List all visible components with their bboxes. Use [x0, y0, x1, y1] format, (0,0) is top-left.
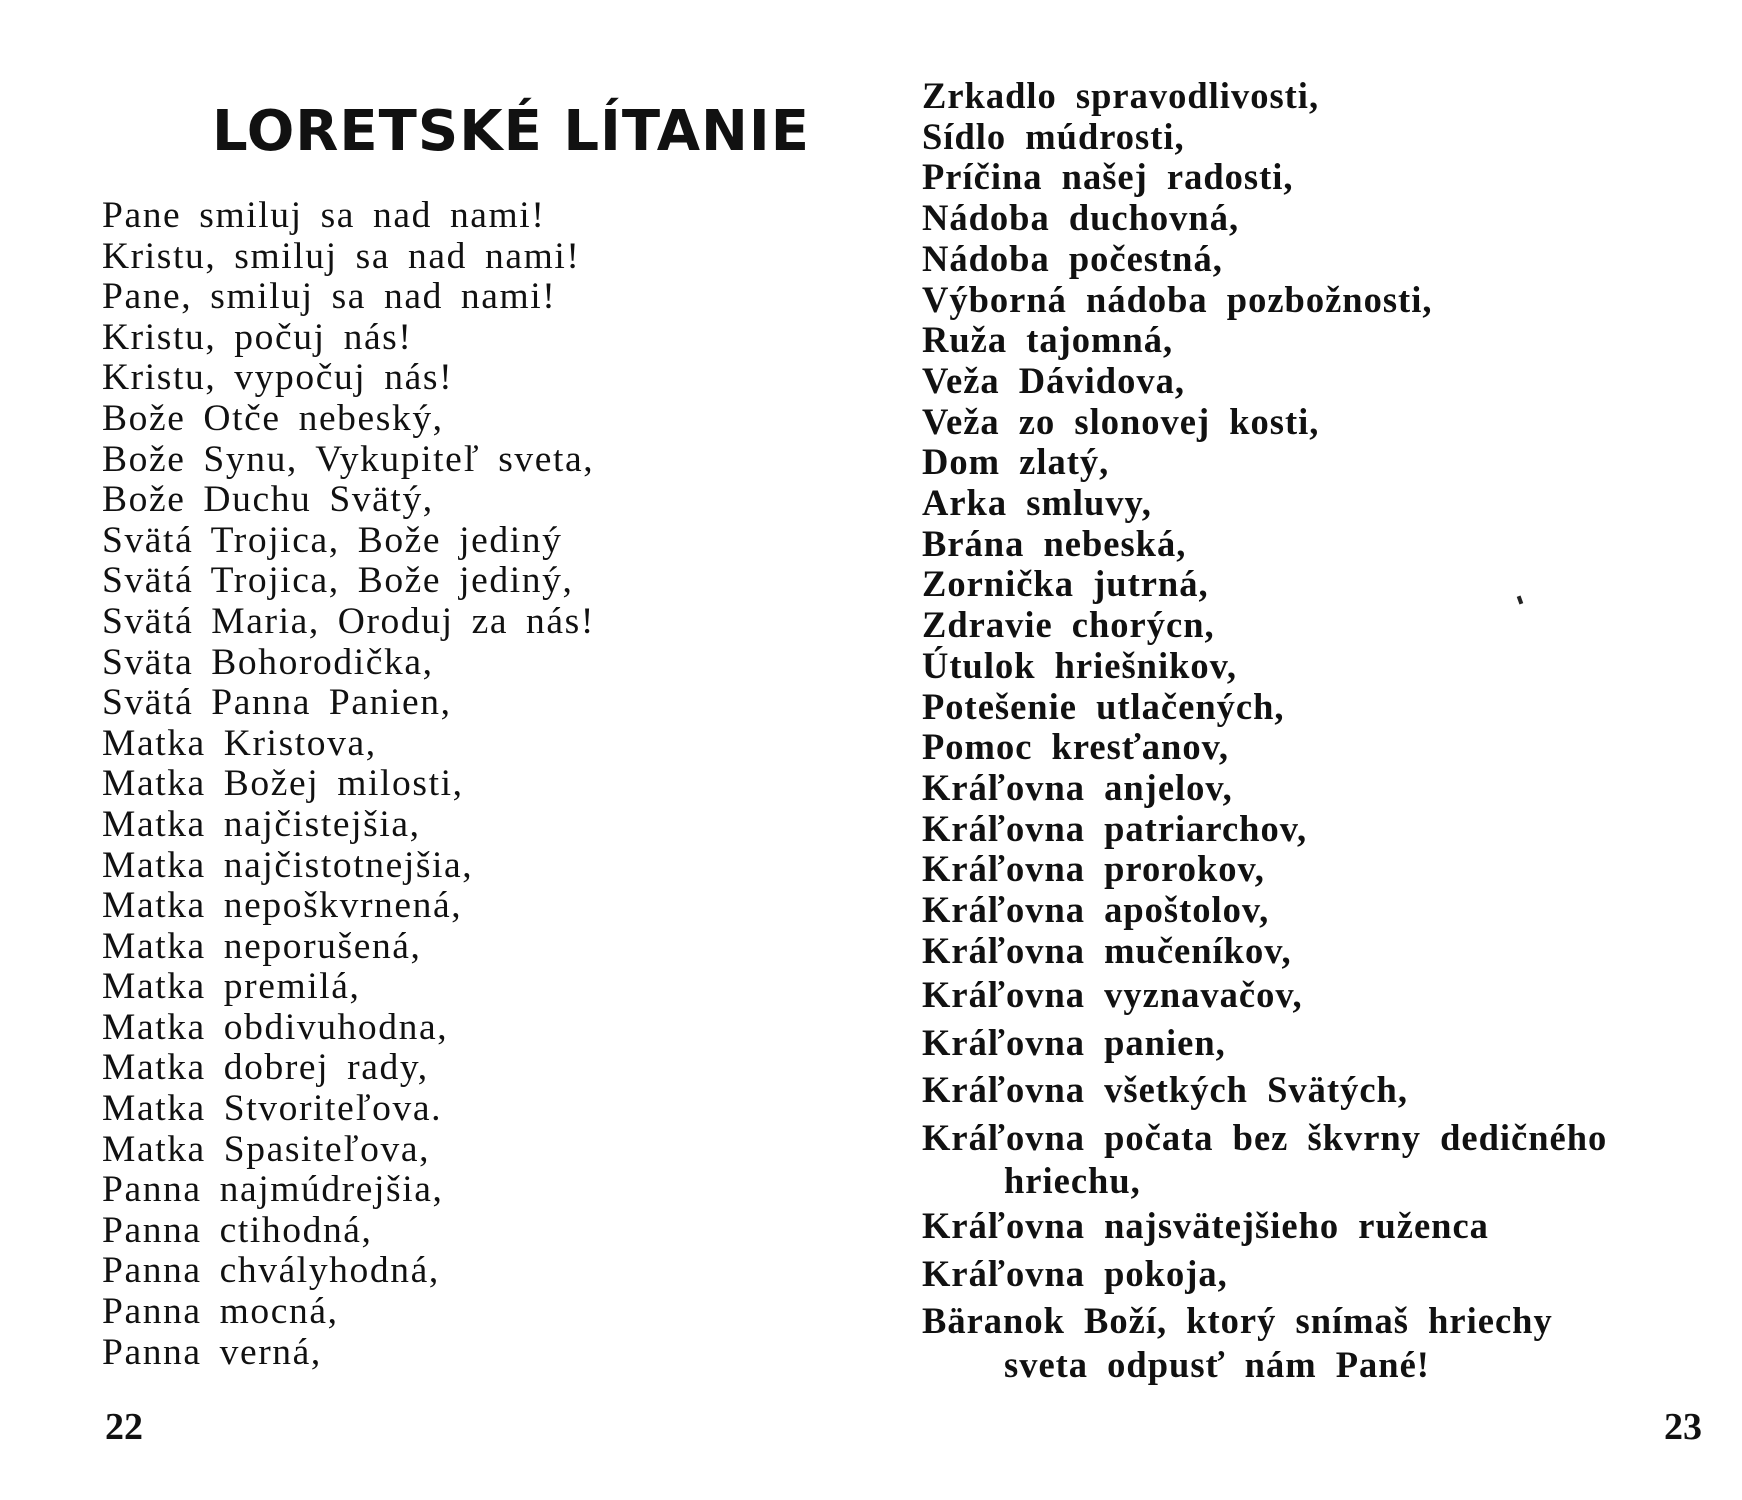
litany-line: Bože Synu, Vykupiteľ sveta,: [102, 438, 595, 480]
litany-line: Arka smluvy,: [922, 482, 1152, 524]
right-page: [880, 0, 1742, 1500]
litany-line: Príčina našej radosti,: [922, 156, 1294, 198]
litany-line: Panna verná,: [102, 1331, 322, 1373]
litany-line: Výborná nádoba pozbožnosti,: [922, 278, 1433, 320]
litany-line: Svätá Trojica, Bože jediný,: [102, 560, 574, 602]
litany-line: Kráľovna panien,: [922, 1021, 1226, 1063]
litany-line: Ruža tajomná,: [922, 319, 1174, 361]
litany-line: Svätá Maria, Oroduj za nás!: [102, 600, 595, 642]
litany-line: Kráľovna apoštolov,: [922, 889, 1270, 931]
litany-line: Matka Kristova,: [102, 722, 377, 764]
right-litany-lines: [922, 76, 1607, 1385]
litany-line: Zrkadlo spravodlivosti,: [922, 75, 1320, 116]
litany-line: Kráľovna počata bez škvrny dedičného: [922, 1116, 1608, 1158]
litany-line: Bože Duchu Svätý,: [102, 479, 434, 521]
litany-line: Svätá Trojica, Bože jediný: [102, 519, 563, 561]
litany-line: Kráľovna anjelov,: [922, 766, 1233, 808]
litany-line: Matka dobrej rady,: [102, 1047, 429, 1089]
litany-line: Nádoba počestná,: [922, 237, 1223, 279]
litany-line: Matka najčistotnejšia,: [102, 844, 474, 886]
litany-line: Matka premilá,: [102, 966, 361, 1008]
litany-line: Kráľovna všetkých Svätých,: [922, 1069, 1408, 1111]
litany-line: Matka najčistejšia,: [102, 803, 421, 845]
litany-line: Kristu, počuj nás!: [102, 316, 413, 358]
litany-line: Nádoba duchovná,: [922, 197, 1240, 239]
litany-line: Zdravie chorýcn,: [922, 604, 1215, 646]
litany-line: Panna najmúdrejšia,: [102, 1169, 444, 1211]
litany-line: Veža Dávidova,: [922, 359, 1185, 401]
litany-line: Svätá Panna Panien,: [102, 682, 452, 724]
litany-line: Matka nepoškvrnená,: [102, 885, 463, 927]
litany-line: Panna ctihodná,: [102, 1209, 373, 1251]
litany-line: Sídlo múdrosti,: [922, 115, 1185, 157]
page-title: LORETSKÉ LÍTANIE: [212, 99, 811, 164]
litany-line-continuation: sveta odpusť nám Pané!: [1004, 1343, 1430, 1385]
litany-line: Kristu, smiluj sa nad nami!: [102, 235, 581, 277]
litany-line: Kráľovna vyznavačov,: [922, 974, 1303, 1016]
litany-line: Kráľovna pokoja,: [922, 1252, 1228, 1294]
litany-line: Kráľovna najsvätejšieho ruženca: [922, 1205, 1489, 1247]
litany-line: Zornička jutrná,: [922, 563, 1209, 605]
litany-line: Pane smiluj sa nad nami!: [102, 195, 546, 236]
litany-line: Brána nebeská,: [922, 522, 1187, 564]
litany-line: Matka Božej milosti,: [102, 763, 464, 805]
litany-line: Kráľovna patriarchov,: [922, 807, 1308, 849]
litany-line: Veža zo slonovej kosti,: [922, 400, 1320, 442]
litany-line: Kristu, vypočuj nás!: [102, 357, 454, 399]
litany-line: Matka obdivuhodna,: [102, 1006, 449, 1048]
litany-line: Kráľovna mučeníkov,: [922, 929, 1292, 971]
page-number-left: 22: [105, 1406, 143, 1448]
litany-line: Pane, smiluj sa nad nami!: [102, 276, 557, 318]
litany-line: Útulok hriešnikov,: [922, 644, 1238, 686]
litany-line: Potešenie utlačených,: [922, 685, 1285, 727]
page-number-right: 23: [1664, 1406, 1702, 1448]
litany-line: Bäranok Boží, ktorý snímaš hriechy: [922, 1300, 1553, 1342]
left-litany-lines: [102, 196, 595, 1373]
litany-line-continuation: hriechu,: [1004, 1160, 1141, 1202]
litany-line: Pomoc kresťanov,: [922, 726, 1229, 768]
litany-line: Kráľovna prorokov,: [922, 848, 1265, 890]
litany-line: Matka Stvoriteľova.: [102, 1088, 443, 1130]
litany-line: Dom zlatý,: [922, 441, 1110, 483]
litany-line: Panna chvályhodná,: [102, 1250, 440, 1292]
litany-line: Panna mocná,: [102, 1291, 339, 1333]
litany-line: Matka neporušená,: [102, 925, 422, 967]
litany-line: Bože Otče nebeský,: [102, 397, 444, 439]
litany-line: Matka Spasiteľova,: [102, 1128, 431, 1170]
litany-line: Sväta Bohorodička,: [102, 641, 434, 683]
